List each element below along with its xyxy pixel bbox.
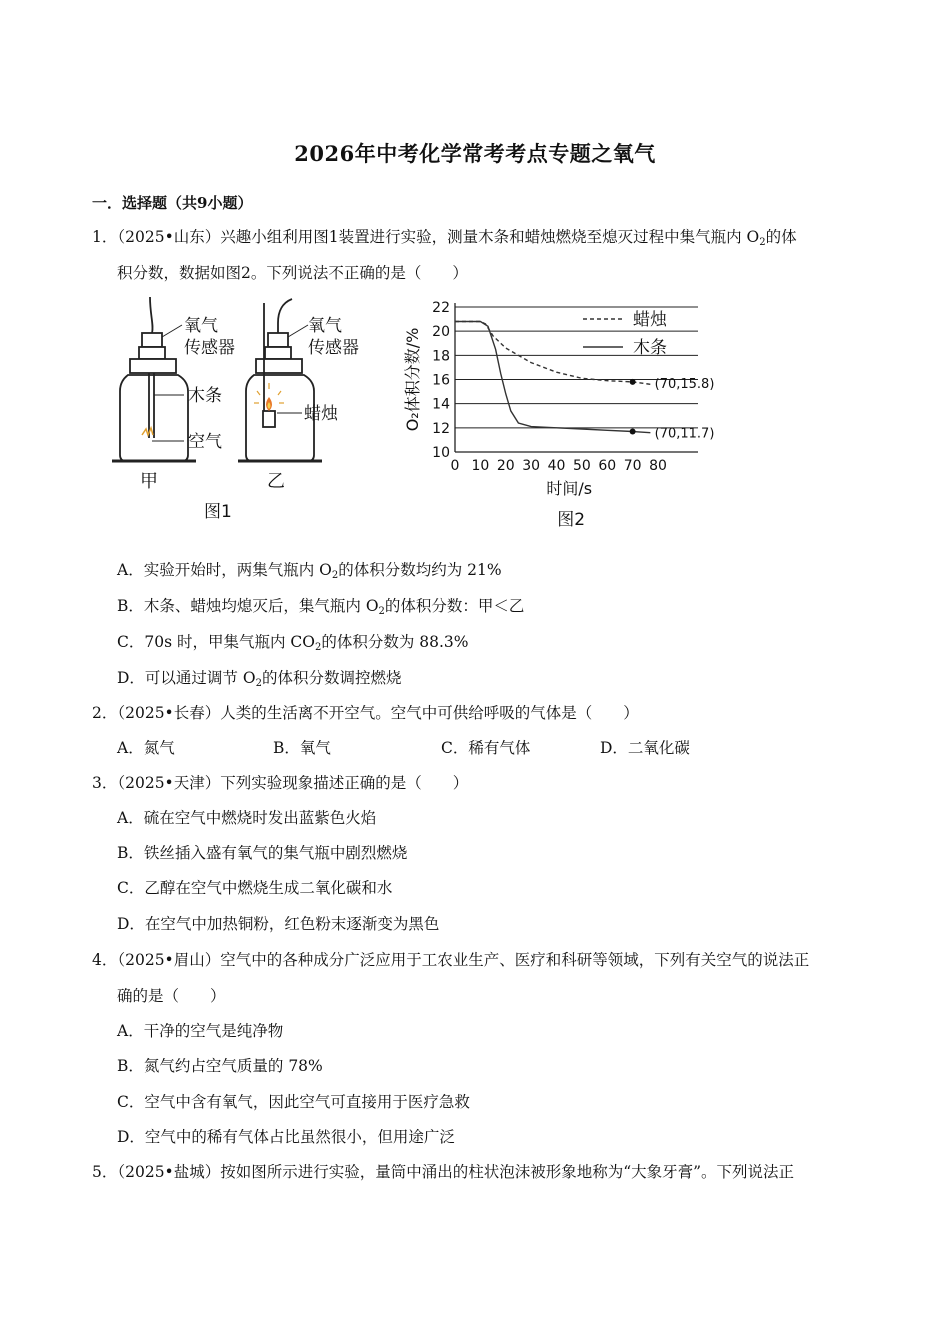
document-title: 2026年中考化学常考考点专题之氧气	[294, 141, 656, 166]
y-tick-label: 12	[432, 420, 450, 437]
q3-option-b[interactable]: B．铁丝插入盛有氧气的集气瓶中剧烈燃烧	[117, 844, 408, 862]
y-tick-label: 16	[432, 372, 450, 389]
question-5-stem: 5．（2025•盐城）按如图所示进行实验，量筒中涌出的柱状泡沫被形象地称为“大象牙膏”。下列说法正	[92, 1163, 795, 1181]
figure-1-apparatus	[112, 295, 362, 527]
y-tick-label: 10	[432, 445, 450, 461]
x-tick-label: 20	[496, 458, 515, 474]
figure-1-caption: 图1	[204, 502, 232, 522]
x-tick-label: 10	[471, 458, 490, 474]
label-sensor-b-line1: 氧气	[308, 316, 342, 336]
y-tick-label: 20	[432, 324, 450, 341]
q2-option-b[interactable]: B．氧气	[273, 739, 331, 757]
series-line-wood	[455, 322, 650, 433]
q3-option-d[interactable]: D．在空气中加热铜粉，红色粉末逐渐变为黑色	[117, 915, 440, 933]
x-tick-label: 70	[623, 458, 642, 474]
question-4-stem: 4．（2025•眉山）空气中的各种成分广泛应用于工农业生产、医疗和科研等领域，下列有关空气的说法正	[92, 951, 810, 969]
question-2-stem: 2．（2025•长春）人类的生活离不开空气。空气中可供给呼吸的气体是（ ）	[92, 704, 639, 722]
y-tick-label: 22	[432, 300, 450, 316]
q1-option-b[interactable]: B．木条、蜡烛均熄灭后，集气瓶内 $O_2$的体积分数：甲＜乙	[117, 597, 525, 617]
question-4-stem-line2: 确的是（ ）	[117, 987, 226, 1005]
question-3-stem: 3．（2025•天津）下列实验现象描述正确的是（ ）	[92, 774, 469, 792]
q4-option-c[interactable]: C．空气中含有氧气，因此空气可直接用于医疗急救	[117, 1093, 470, 1111]
q1-option-d[interactable]: D．可以通过调节 $O_2$的体积分数调控燃烧	[117, 669, 402, 689]
q2-option-d[interactable]: D．二氧化碳	[600, 739, 690, 757]
label-sensor-a-line1: 氧气	[184, 316, 218, 336]
question-1-stem-line2: 积分数，数据如图2。下列说法不正确的是（ ）	[117, 264, 468, 282]
question-1-stem: 1．（2025•山东）兴趣小组利用图1装置进行实验，测量木条和蜡烛燃烧至熄灭过程中集气瓶内 $O_2$的体	[92, 228, 797, 248]
x-tick-label: 60	[598, 458, 617, 474]
figure-2-chart	[398, 295, 743, 530]
q1-option-a[interactable]: A．实验开始时，两集气瓶内 $O_2$的体积分数均约为 21%	[117, 561, 502, 581]
q3-option-a[interactable]: A．硫在空气中燃烧时发出蓝紫色火焰	[117, 809, 377, 827]
q1-option-c[interactable]: C．70s 时，甲集气瓶内 $CO_2$的体积分数为 88.3%	[117, 633, 469, 653]
annotation-point	[630, 428, 636, 434]
x-tick-label: 50	[572, 458, 591, 474]
y-tick-label: 14	[432, 396, 450, 413]
y-axis-label: O₂体积分数/%	[403, 327, 422, 432]
label-yi: 乙	[267, 471, 285, 492]
figure-2-caption: 图2	[557, 510, 586, 530]
y-tick-label: 18	[432, 348, 450, 365]
x-tick-label: 80	[649, 458, 667, 474]
label-sensor-a-line2: 传感器	[184, 338, 235, 358]
q2-option-a[interactable]: A．氮气	[117, 739, 175, 757]
q2-option-c[interactable]: C．稀有气体	[441, 739, 531, 757]
label-candle: 蜡烛	[304, 404, 338, 424]
candle-flame	[254, 383, 284, 411]
q3-option-c[interactable]: C．乙醇在空气中燃烧生成二氧化碳和水	[117, 879, 393, 897]
x-tick-label: 0	[450, 458, 460, 474]
q4-option-a[interactable]: A．干净的空气是纯净物	[117, 1022, 284, 1040]
label-sensor-b-line2: 传感器	[308, 338, 359, 358]
legend-label: 木条	[633, 338, 667, 358]
annotation-label: (70,15.8)	[654, 376, 715, 392]
section-heading: 一．选择题（共9小题）	[92, 194, 253, 212]
annotation-label: (70,11.7)	[654, 426, 715, 442]
x-tick-label: 30	[522, 458, 541, 474]
legend-label: 蜡烛	[633, 310, 667, 330]
label-jia: 甲	[140, 471, 158, 492]
q4-option-d[interactable]: D．空气中的稀有气体占比虽然很小，但用途广泛	[117, 1128, 455, 1146]
annotation-point	[630, 379, 636, 385]
label-wood-strip: 木条	[188, 386, 222, 406]
x-tick-label: 40	[547, 458, 566, 474]
label-air: 空气	[188, 432, 222, 452]
q4-option-b[interactable]: B．氮气约占空气质量的 78%	[117, 1057, 323, 1075]
x-axis-label: 时间/s	[546, 479, 593, 498]
